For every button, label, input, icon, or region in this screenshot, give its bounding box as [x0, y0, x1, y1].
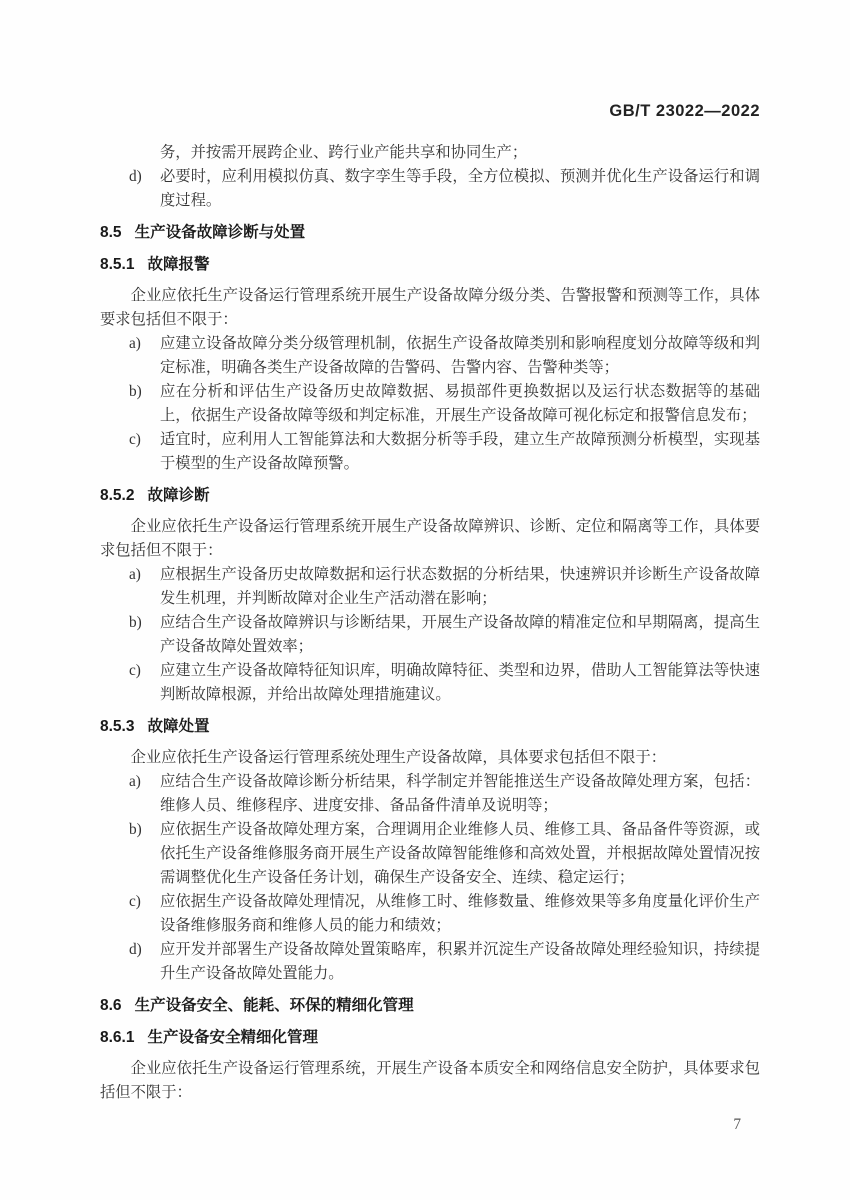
section-title: 生产设备安全精细化管理	[147, 1029, 318, 1046]
list-item-marker: c)	[129, 431, 141, 448]
section-heading-8-5-2	[100, 484, 760, 508]
section-number: 8.6	[100, 997, 122, 1014]
section-number: 8.6.1	[100, 1029, 135, 1046]
list-item-marker: b)	[129, 383, 142, 400]
list-item-marker: b)	[129, 614, 142, 631]
section-title: 生产设备安全、能耗、环保的精细化管理	[134, 997, 414, 1014]
list-item-text: 必要时，应利用模拟仿真、数字孪生等手段，全方位模拟、预测并优化生产设备运行和调度过程。	[160, 168, 760, 209]
list-item	[100, 818, 760, 890]
section-number: 8.5.1	[100, 256, 135, 273]
carryover-line: 务，并按需开展跨企业、跨行业产能共享和协同生产；	[160, 144, 528, 161]
list-item	[100, 332, 760, 380]
list-item-marker: a)	[129, 773, 141, 790]
list-item-text: 应结合生产设备故障诊断分析结果，科学制定并智能推送生产设备故障处理方案，包括：维修人员、维修程序、进度安排、备品备件清单及说明等；	[160, 773, 760, 814]
list-item-marker: b)	[129, 821, 142, 838]
section-heading-8-6	[100, 994, 760, 1018]
list-item-marker: d)	[129, 941, 142, 958]
list-item	[100, 659, 760, 707]
list-item-text: 应依据生产设备故障处理方案，合理调用企业维修人员、维修工具、备品备件等资源，或依托生产设备维修服务商开展生产设备故障智能维修和高效处置，并根据故障处置情况按需调整优化生产设备任务计划，确保生产设备安全、连续、稳定运行；	[160, 821, 760, 886]
list-item-text: 应开发并部署生产设备故障处置策略库，积累并沉淀生产设备故障处理经验知识，持续提升生产设备故障处置能力。	[160, 941, 760, 982]
section-heading-8-5-1	[100, 253, 760, 277]
page-number: 7	[733, 1116, 741, 1133]
list-item-text: 应依据生产设备故障处理情况，从维修工时、维修数量、维修效果等多角度量化评价生产设备维修服务商和维修人员的能力和绩效；	[160, 893, 760, 934]
section-number: 8.5	[100, 224, 122, 241]
list-item-marker: c)	[129, 662, 141, 679]
section-title: 生产设备故障诊断与处置	[134, 224, 306, 241]
section-title: 故障报警	[147, 256, 210, 273]
list-item	[100, 165, 760, 213]
list-item	[100, 611, 760, 659]
section-number: 8.5.3	[100, 718, 135, 735]
list-item	[100, 380, 760, 428]
list-item-text: 应结合生产设备故障辨识与诊断结果，开展生产设备故障的精准定位和早期隔离，提高生产设备故障处置效率；	[160, 614, 760, 655]
list-item	[100, 428, 760, 476]
section-number: 8.5.2	[100, 487, 135, 504]
list-item-text: 应建立生产设备故障特征知识库，明确故障特征、类型和边界，借助人工智能算法等快速判断故障根源，并给出故障处理措施建议。	[160, 662, 760, 703]
page-content	[100, 103, 760, 1137]
list-item-marker: d)	[129, 168, 142, 185]
list-item-marker: c)	[129, 893, 141, 910]
section-heading-8-5-3	[100, 715, 760, 739]
list-item	[100, 938, 760, 986]
continuation-from-previous-page	[100, 141, 760, 213]
section-8-5-2-list	[100, 563, 760, 707]
list-item-text: 适宜时，应利用人工智能算法和大数据分析等手段，建立生产故障预测分析模型，实现基于模型的生产设备故障预警。	[160, 431, 760, 472]
section-8-6-1-intro: 企业应依托生产设备运行管理系统，开展生产设备本质安全和网络信息安全防护，具体要求包括但不限于：	[100, 1060, 760, 1101]
standard-number-header: GB/T 23022—2022	[609, 102, 760, 120]
list-item-marker: a)	[129, 566, 141, 583]
list-item-text: 应在分析和评估生产设备历史故障数据、易损部件更换数据以及运行状态数据等的基础上，依据生产设备故障等级和判定标准，开展生产设备故障可视化标定和报警信息发布；	[160, 383, 760, 424]
section-title: 故障处置	[147, 718, 210, 735]
section-8-5-3-list	[100, 770, 760, 986]
section-8-5-1-list	[100, 332, 760, 476]
list-item-text: 应根据生产设备历史故障数据和运行状态数据的分析结果，快速辨识并诊断生产设备故障发生机理，并判断故障对企业生产活动潜在影响；	[160, 566, 760, 607]
section-8-5-3-intro: 企业应依托生产设备运行管理系统处理生产设备故障，具体要求包括但不限于：	[130, 749, 666, 766]
section-heading-8-5	[100, 221, 760, 245]
section-title: 故障诊断	[147, 487, 210, 504]
list-item	[100, 890, 760, 938]
list-item-text: 应建立设备故障分类分级管理机制，依据生产设备故障类别和影响程度划分故障等级和判定标准，明确各类生产设备故障的告警码、告警内容、告警种类等；	[160, 335, 760, 376]
list-item-marker: a)	[129, 335, 141, 352]
list-item	[100, 770, 760, 818]
list-item	[100, 563, 760, 611]
section-8-5-2-intro: 企业应依托生产设备运行管理系统开展生产设备故障辨识、诊断、定位和隔离等工作，具体要求包括但不限于：	[100, 518, 760, 559]
section-heading-8-6-1	[100, 1026, 760, 1050]
section-8-5-1-intro: 企业应依托生产设备运行管理系统开展生产设备故障分级分类、告警报警和预测等工作，具体要求包括但不限于：	[100, 287, 760, 328]
